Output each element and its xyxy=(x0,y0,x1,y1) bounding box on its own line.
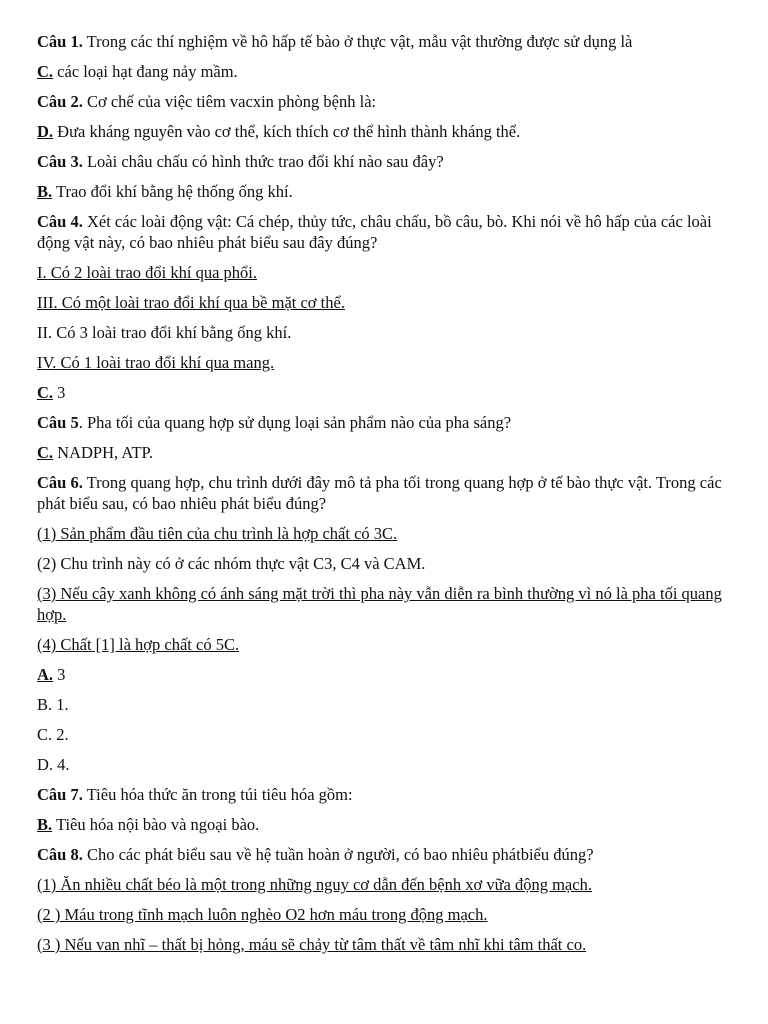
question-5-number: Câu 5 xyxy=(37,413,79,432)
question-6-statement-1: (1) Sản phẩm đầu tiên của chu trình là hợp chất có 3C. xyxy=(37,524,398,543)
question-6-statement-2: (2) Chu trình này có ở các nhóm thực vật C3, C4 và CAM. xyxy=(37,554,426,573)
question-8-text: Cho các phát biểu sau về hệ tuần hoàn ở người, có bao nhiêu phátbiểu đúng? xyxy=(82,845,594,864)
question-4-statement-2: II. Có 3 loài trao đổi khí bằng ống khí. xyxy=(37,323,292,342)
question-7 xyxy=(37,784,727,805)
question-3-answer xyxy=(37,181,727,202)
question-2-text: Cơ chế của việc tiêm vacxin phòng bệnh là: xyxy=(82,92,377,111)
question-1-number: Câu 1. xyxy=(37,32,83,51)
question-1-answer xyxy=(37,61,727,82)
question-7-answer-text: Tiêu hóa nội bào và ngoại bào. xyxy=(52,815,260,834)
question-7-answer xyxy=(37,814,727,835)
question-6 xyxy=(37,472,727,514)
question-3-answer-text: Trao đổi khí bằng hệ thống ống khí. xyxy=(52,182,293,201)
question-2-answer-text: Đưa kháng nguyên vào cơ thể, kích thích cơ thể hình thành kháng thể. xyxy=(53,122,521,141)
question-6-answer-text: 3 xyxy=(53,665,66,684)
question-4-statement-3: III. Có một loài trao đổi khí qua bề mặt cơ thể. xyxy=(37,293,345,312)
question-6-statement-4: (4) Chất [1] là hợp chất có 5C. xyxy=(37,635,240,654)
question-8-statement-2: (2 ) Máu trong tĩnh mạch luôn nghèo O2 hơn máu trong động mạch. xyxy=(37,905,488,924)
question-5 xyxy=(37,412,727,433)
question-7-text: Tiêu hóa thức ăn trong túi tiêu hóa gồm: xyxy=(82,785,353,804)
question-5-answer xyxy=(37,442,727,463)
question-6-option-b: B. 1. xyxy=(37,695,69,714)
question-4-answer xyxy=(37,382,727,403)
question-2-answer xyxy=(37,121,727,142)
question-4-statement-1: I. Có 2 loài trao đổi khí qua phổi. xyxy=(37,263,257,282)
question-1 xyxy=(37,31,727,52)
question-1-answer-text: các loại hạt đang nảy mầm. xyxy=(53,62,238,81)
question-4-answer-text: 3 xyxy=(53,383,66,402)
question-7-number: Câu 7. xyxy=(37,785,83,804)
question-1-text: Trong các thí nghiệm về hô hấp tế bào ở thực vật, mẫu vật thường được sử dụng là xyxy=(82,32,633,51)
question-2 xyxy=(37,91,727,112)
question-1-answer-letter: C. xyxy=(37,62,54,81)
document-page xyxy=(37,31,727,964)
question-6-number: Câu 6. xyxy=(37,473,83,492)
question-6-text: Trong quang hợp, chu trình dưới đây mô tả pha tối trong quang hợp ở tế bào thực vật. Trong các phát biểu sau, có bao nhiêu phát biểu đúng? xyxy=(37,473,722,513)
question-8-statement-3: (3 ) Nếu van nhĩ – thất bị hỏng, máu sẽ chảy từ tâm thất về tâm nhĩ khi tâm thất co. xyxy=(37,935,587,954)
question-2-number: Câu 2. xyxy=(37,92,83,111)
question-5-answer-text: NADPH, ATP. xyxy=(53,443,153,462)
question-6-answer xyxy=(37,664,727,685)
question-4-number: Câu 4. xyxy=(37,212,83,231)
question-6-answer-letter: A. xyxy=(37,665,54,684)
question-3-answer-letter: B. xyxy=(37,182,53,201)
question-7-answer-letter: B. xyxy=(37,815,53,834)
question-4 xyxy=(37,211,727,253)
question-8 xyxy=(37,844,727,865)
question-6-option-d: D. 4. xyxy=(37,755,70,774)
question-6-statement-3: (3) Nếu cây xanh không có ánh sáng mặt trời thì pha này vẫn diễn ra bình thường vì nó là pha tối quang hợp. xyxy=(37,584,722,624)
question-3-number: Câu 3. xyxy=(37,152,83,171)
question-8-number: Câu 8. xyxy=(37,845,83,864)
question-6-option-c: C. 2. xyxy=(37,725,69,744)
question-4-answer-letter: C. xyxy=(37,383,54,402)
question-8-statement-1: (1) Ăn nhiều chất béo là một trong những nguy cơ dẫn đến bệnh xơ vữa động mạch. xyxy=(37,875,592,894)
question-3-text: Loài châu chấu có hình thức trao đổi khí nào sau đây? xyxy=(82,152,444,171)
question-4-statement-4: IV. Có 1 loài trao đổi khí qua mang. xyxy=(37,353,275,372)
question-3 xyxy=(37,151,727,172)
question-5-text: . Pha tối của quang hợp sử dụng loại sản phẩm nào của pha sáng? xyxy=(78,413,512,432)
question-2-answer-letter: D. xyxy=(37,122,54,141)
question-5-answer-letter: C. xyxy=(37,443,54,462)
question-4-text: Xét các loài động vật: Cá chép, thủy tức, châu chấu, bồ câu, bò. Khi nói về hô hấp của các loài động vật này, có bao nhiêu phát biểu sau đây đúng? xyxy=(37,212,712,252)
